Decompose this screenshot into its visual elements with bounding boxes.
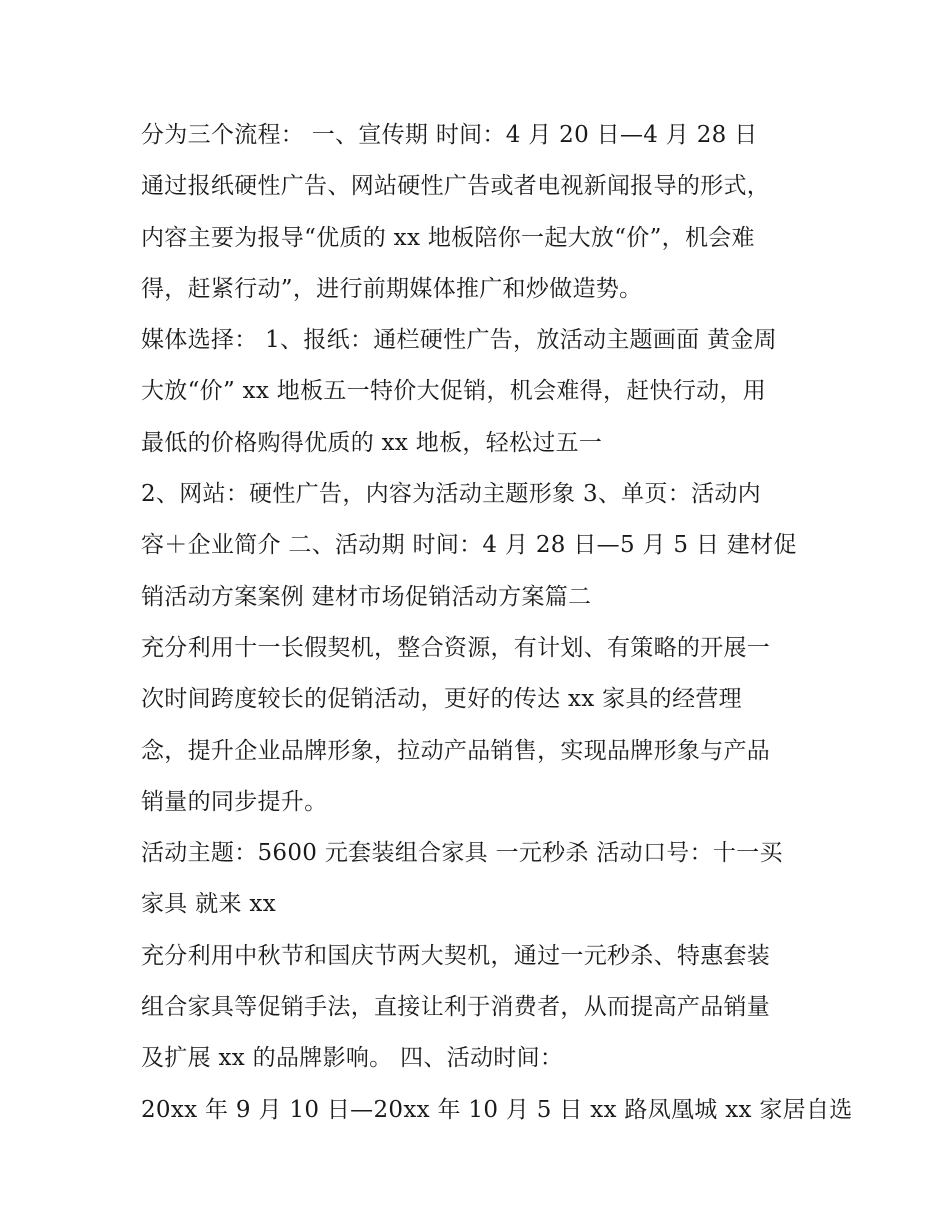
text-line: 及扩展 xx 的品牌影响。 四、活动时间： [141,1045,564,1072]
text-line: 念，提升企业品牌形象，拉动产品销售，实现品牌形象与产品 [141,737,771,764]
text-line: 通过报纸硬性广告、网站硬性广告或者电视新闻报导的形式， [141,173,771,200]
text-line: 销量的同步提升。 [141,788,328,815]
text-line: 最低的价格购得优质的 xx 地板，轻松过五一 [141,429,603,456]
text-line: 活动主题：5600 元套装组合家具 一元秒杀 活动口号：十一买 [141,840,783,867]
text-line: 充分利用中秋节和国庆节两大契机，通过一元秒杀、特惠套装 [141,942,771,969]
text-line: 内容主要为报导“优质的 xx 地板陪你一起大放“价”，机会难 [141,224,755,251]
document-body [141,110,853,1136]
text-line: 得，赶紧行动”，进行前期媒体推广和炒做造势。 [141,275,643,302]
text-line: 充分利用十一长假契机，整合资源，有计划、有策略的开展一 [141,634,771,661]
text-line: 分为三个流程： 一、宣传期 时间：4 月 20 日—4 月 28 日 [141,122,758,148]
text-line: 销活动方案案例 建材市场促销活动方案篇二 [141,583,592,610]
text-line: 大放“价” xx 地板五一特价大促销，机会难得，赶快行动，用 [141,378,767,405]
text-line: 次时间跨度较长的促销活动，更好的传达 xx 家具的经营理 [141,686,742,713]
text-line: 媒体选择： 1、报纸：通栏硬性广告，放活动主题画面 黄金周 [141,327,777,354]
text-line: 2、网站：硬性广告，内容为活动主题形象 3、单页：活动内 [141,481,761,508]
text-line: 容＋企业简介 二、活动期 时间：4 月 28 日—5 月 5 日 建材促 [141,532,797,559]
text-line: 20xx 年 9 月 10 日—20xx 年 10 月 5 日 xx 路凤凰城 xx 家居自选 [141,1096,853,1123]
text-line: 组合家具等促销手法，直接让利于消费者，从而提高产品销量 [141,994,771,1021]
text-line: 家具 就来 xx [141,891,276,918]
